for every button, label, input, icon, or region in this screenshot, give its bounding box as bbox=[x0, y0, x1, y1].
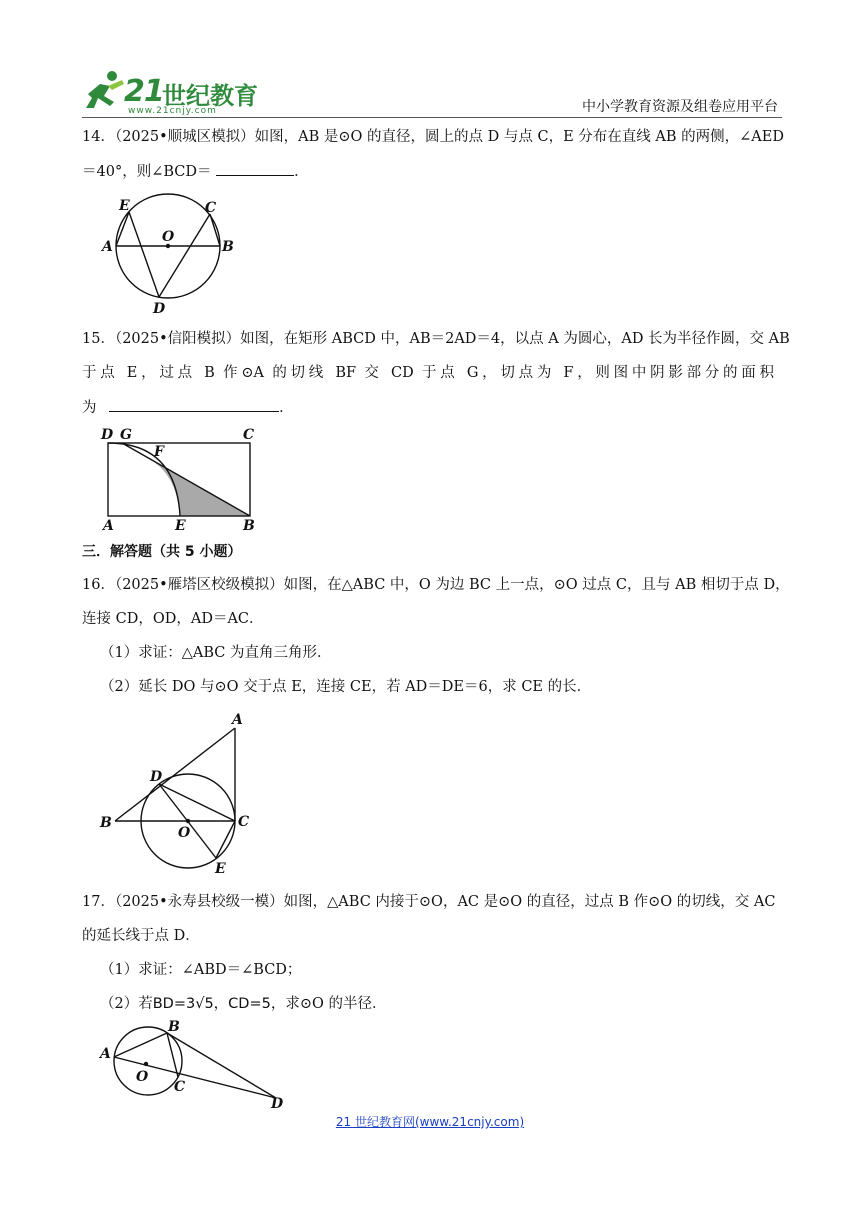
label-a: A bbox=[232, 712, 243, 728]
segment-cb bbox=[210, 214, 220, 246]
q17-formula: 若BD=3√5，CD=5 bbox=[138, 996, 271, 1012]
q17-figure bbox=[98, 1018, 298, 1110]
platform-title: 中小学教育资源及组卷应用平台 bbox=[582, 99, 778, 115]
label-b: B bbox=[243, 518, 255, 534]
q15-line-2: 于点 E，过点 B 作⊙A 的切线 BF 交 CD 于点 G，切点为 F，则图中阴影部分的面积 bbox=[82, 365, 774, 381]
segment-ab bbox=[115, 728, 235, 821]
q17-part-2 bbox=[100, 994, 387, 1014]
q14-line-2-text: ＝40°，则∠BCD＝ bbox=[82, 164, 212, 180]
logo-url: www.21cnjy.com bbox=[128, 106, 217, 116]
label-c: C bbox=[205, 200, 217, 216]
center-dot bbox=[144, 1062, 148, 1066]
q16-line-2: 连接 CD，OD，AD＝AC． bbox=[82, 611, 264, 627]
q16-part-2: （2）延长 DO 与⊙O 交于点 E，连接 CE，若 AD＝DE＝6，求 CE 的长． bbox=[100, 679, 592, 695]
label-e: E bbox=[175, 518, 186, 534]
q14-figure bbox=[98, 193, 248, 318]
label-a: A bbox=[103, 518, 114, 534]
q17-line-2: 的延长线于点 D． bbox=[82, 928, 200, 944]
center-dot bbox=[186, 819, 190, 823]
label-c: C bbox=[243, 427, 255, 443]
label-d: D bbox=[271, 1096, 284, 1110]
label-g: G bbox=[120, 427, 132, 443]
q15-line-3-end: ． bbox=[279, 400, 294, 416]
label-e: E bbox=[215, 861, 226, 877]
label-c: C bbox=[174, 1079, 186, 1095]
q15-line-1: 15．（2025•信阳模拟）如图，在矩形 ABCD 中，AB＝2AD＝4，以点 A 为圆心，AD 长为半径作圆，交 AB bbox=[82, 331, 790, 347]
q14-line-1: 14．（2025•顺城区模拟）如图，AB 是⊙O 的直径，圆上的点 D 与点 C，E 分布在直线 AB 的两侧，∠AED bbox=[82, 129, 784, 145]
header-rule bbox=[82, 117, 782, 118]
q15-line-3 bbox=[82, 397, 294, 418]
section-heading: 三．解答题（共 5 小题） bbox=[82, 544, 242, 560]
segment-ab bbox=[114, 1033, 167, 1057]
q15-line-3-text: 为 bbox=[82, 400, 97, 416]
q17-part-1: （1）求证：∠ABD＝∠BCD； bbox=[100, 962, 302, 978]
label-b: B bbox=[168, 1019, 180, 1035]
label-c: C bbox=[238, 814, 250, 830]
label-b: B bbox=[100, 815, 112, 831]
q15-figure bbox=[98, 424, 268, 534]
runner-logo-icon bbox=[82, 68, 126, 114]
logo bbox=[82, 66, 282, 116]
label-d: D bbox=[101, 427, 114, 443]
q14-line-2 bbox=[82, 161, 309, 182]
logo-number: 21 bbox=[124, 74, 164, 109]
q16-part-1: （1）求证：△ABC 为直角三角形． bbox=[100, 645, 332, 661]
q16-line-1: 16．（2025•雁塔区校级模拟）如图，在△ABC 中，O 为边 BC 上一点，⊙O 过点 C，且与 AB 相切于点 D， bbox=[82, 577, 790, 593]
label-f: F bbox=[154, 444, 164, 460]
answer-blank bbox=[109, 397, 279, 412]
segment-ae bbox=[116, 212, 129, 246]
label-o: O bbox=[178, 825, 191, 841]
label-o: O bbox=[136, 1069, 149, 1085]
arc-de bbox=[108, 443, 180, 516]
label-d: D bbox=[153, 301, 166, 317]
label-o: O bbox=[162, 229, 175, 245]
label-b: B bbox=[222, 239, 234, 255]
q17-line-1: 17．（2025•永寿县校级一模）如图，△ABC 内接于⊙O，AC 是⊙O 的直径，过点 B 作⊙O 的切线，交 AC bbox=[82, 894, 776, 910]
q17-part-2-suffix: ，求⊙O 的半径． bbox=[270, 996, 387, 1012]
q14-line-2-end: ． bbox=[294, 164, 309, 180]
q17-part-2-prefix: （2） bbox=[100, 996, 139, 1012]
label-e: E bbox=[119, 198, 130, 214]
q16-figure bbox=[96, 708, 266, 878]
answer-blank bbox=[216, 161, 294, 176]
footer-link[interactable]: 21 世纪教育网(www.21cnjy.com) bbox=[335, 1115, 525, 1129]
label-d: D bbox=[150, 769, 163, 785]
label-a: A bbox=[100, 1046, 111, 1062]
segment-ce bbox=[216, 821, 235, 858]
logo-name: 世纪教育 bbox=[162, 82, 258, 110]
label-a: A bbox=[102, 239, 113, 255]
